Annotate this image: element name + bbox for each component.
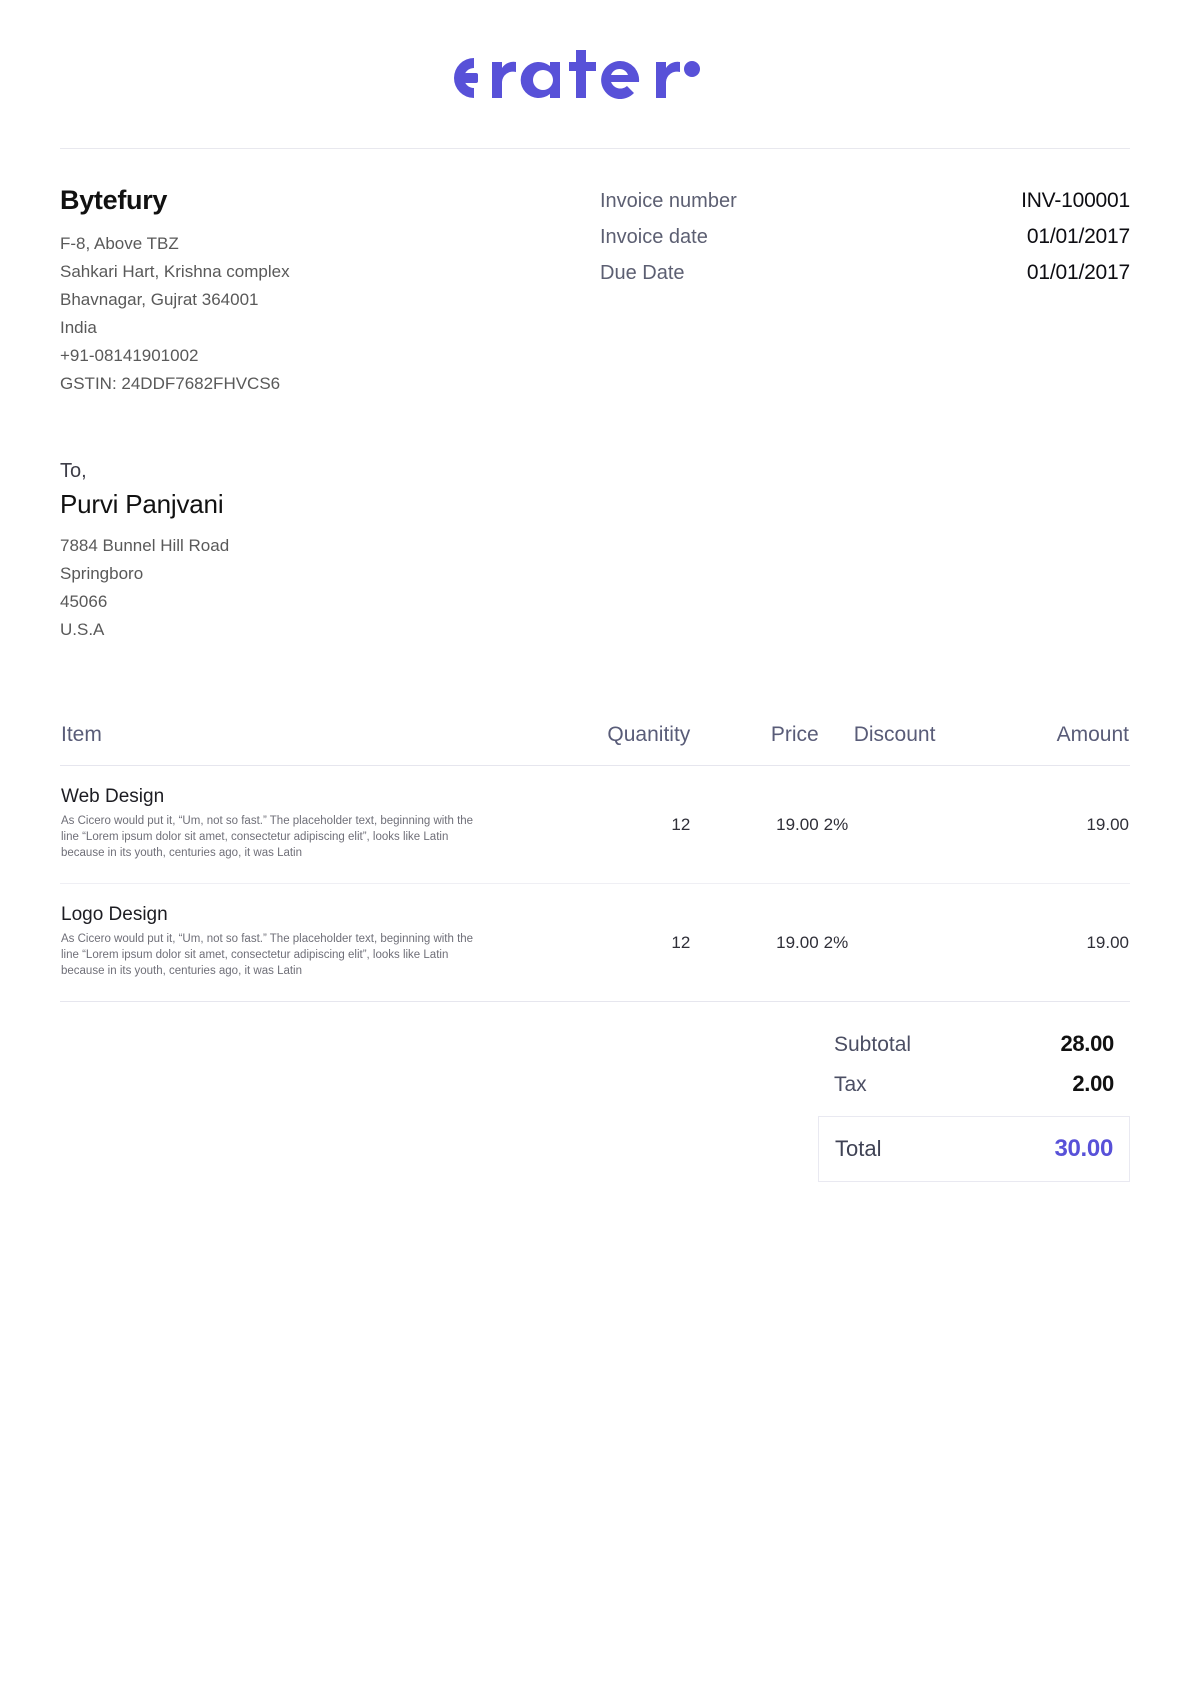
totals-section	[0, 1002, 1190, 1182]
invoice-number-row	[600, 189, 1130, 213]
tax-value: 2.00	[1072, 1071, 1114, 1096]
totals-block	[818, 1024, 1130, 1182]
bill-to-label: To,	[60, 460, 87, 482]
company-gstin: GSTIN: 24DDF7682FHVCS6	[60, 374, 281, 393]
item-price: 19.00	[691, 766, 819, 884]
brand-logo	[0, 0, 1190, 148]
invoice-meta-block	[600, 185, 1130, 398]
item-amount: 19.00	[969, 766, 1130, 884]
tax-row	[818, 1064, 1130, 1104]
company-address	[60, 230, 600, 398]
table-row	[60, 766, 1130, 884]
invoice-header-section	[0, 149, 1190, 398]
due-date-label: Due Date	[600, 262, 685, 284]
item-name: Web Design	[61, 786, 165, 807]
company-block	[60, 185, 600, 398]
company-name: Bytefury	[60, 185, 168, 215]
crater-logo-icon	[440, 44, 750, 114]
company-address-line: India	[60, 318, 97, 337]
total-row	[818, 1116, 1130, 1182]
item-cell	[60, 766, 552, 884]
invoice-date-label: Invoice date	[600, 226, 708, 248]
column-header-amount: Amount	[969, 722, 1130, 766]
item-name: Logo Design	[61, 904, 168, 925]
items-table-body	[60, 766, 1130, 1002]
item-discount: 2%	[820, 766, 970, 884]
item-description: As Cicero would put it, “Um, not so fast.” The placeholder text, beginning with the line “Lorem ipsum dolor sit amet, consectetur adipiscing elit”, looks like Latin because in its youth, centuries ago, it was Latin	[61, 933, 474, 977]
item-quantity: 12	[552, 766, 691, 884]
items-table-section	[0, 644, 1190, 1002]
company-address-line: F-8, Above TBZ	[60, 234, 179, 253]
subtotal-value: 28.00	[1060, 1031, 1114, 1056]
bill-to-address-line: 7884 Bunnel Hill Road	[60, 536, 230, 555]
total-value: 30.00	[1054, 1135, 1113, 1162]
invoice-date-value: 01/01/2017	[1026, 225, 1130, 248]
subtotal-label: Subtotal	[834, 1033, 912, 1056]
column-header-quantity: Quanitity	[552, 722, 691, 766]
bill-to-address-line: U.S.A	[60, 620, 105, 639]
bill-to-address-line: 45066	[60, 592, 108, 611]
bill-to-name: Purvi Panjvani	[60, 489, 224, 519]
tax-label: Tax	[834, 1073, 867, 1096]
company-address-line: Sahkari Hart, Krishna complex	[60, 262, 290, 281]
due-date-value: 01/01/2017	[1026, 261, 1130, 284]
total-label: Total	[835, 1136, 882, 1161]
column-header-price: Price	[691, 722, 819, 766]
item-description: As Cicero would put it, “Um, not so fast.” The placeholder text, beginning with the line “Lorem ipsum dolor sit amet, consectetur adipiscing elit”, looks like Latin because in its youth, centuries ago, it was Latin	[61, 815, 474, 859]
bill-to-address-line: Springboro	[60, 564, 144, 583]
item-price: 19.00	[776, 932, 819, 952]
invoice-number-label: Invoice number	[600, 190, 737, 212]
items-table	[60, 722, 1130, 1001]
items-table-header-row	[60, 722, 1130, 766]
company-address-line: Bhavnagar, Gujrat 364001	[60, 290, 259, 309]
item-cell	[60, 884, 552, 1002]
column-header-discount: Discount	[820, 722, 970, 766]
column-header-item: Item	[60, 722, 552, 766]
invoice-number-value: INV-100001	[1021, 189, 1130, 212]
subtotal-row	[818, 1024, 1130, 1064]
invoice-date-row	[600, 225, 1130, 249]
table-row	[60, 884, 1130, 1002]
items-table-head	[60, 722, 1130, 766]
item-discount: 2%	[823, 932, 849, 952]
company-phone: +91-08141901002	[60, 346, 199, 365]
item-amount: 19.00	[1086, 932, 1129, 952]
item-quantity: 12	[671, 932, 691, 952]
bill-to-section	[0, 398, 1190, 644]
due-date-row	[600, 261, 1130, 285]
bill-to-address	[60, 532, 1130, 644]
